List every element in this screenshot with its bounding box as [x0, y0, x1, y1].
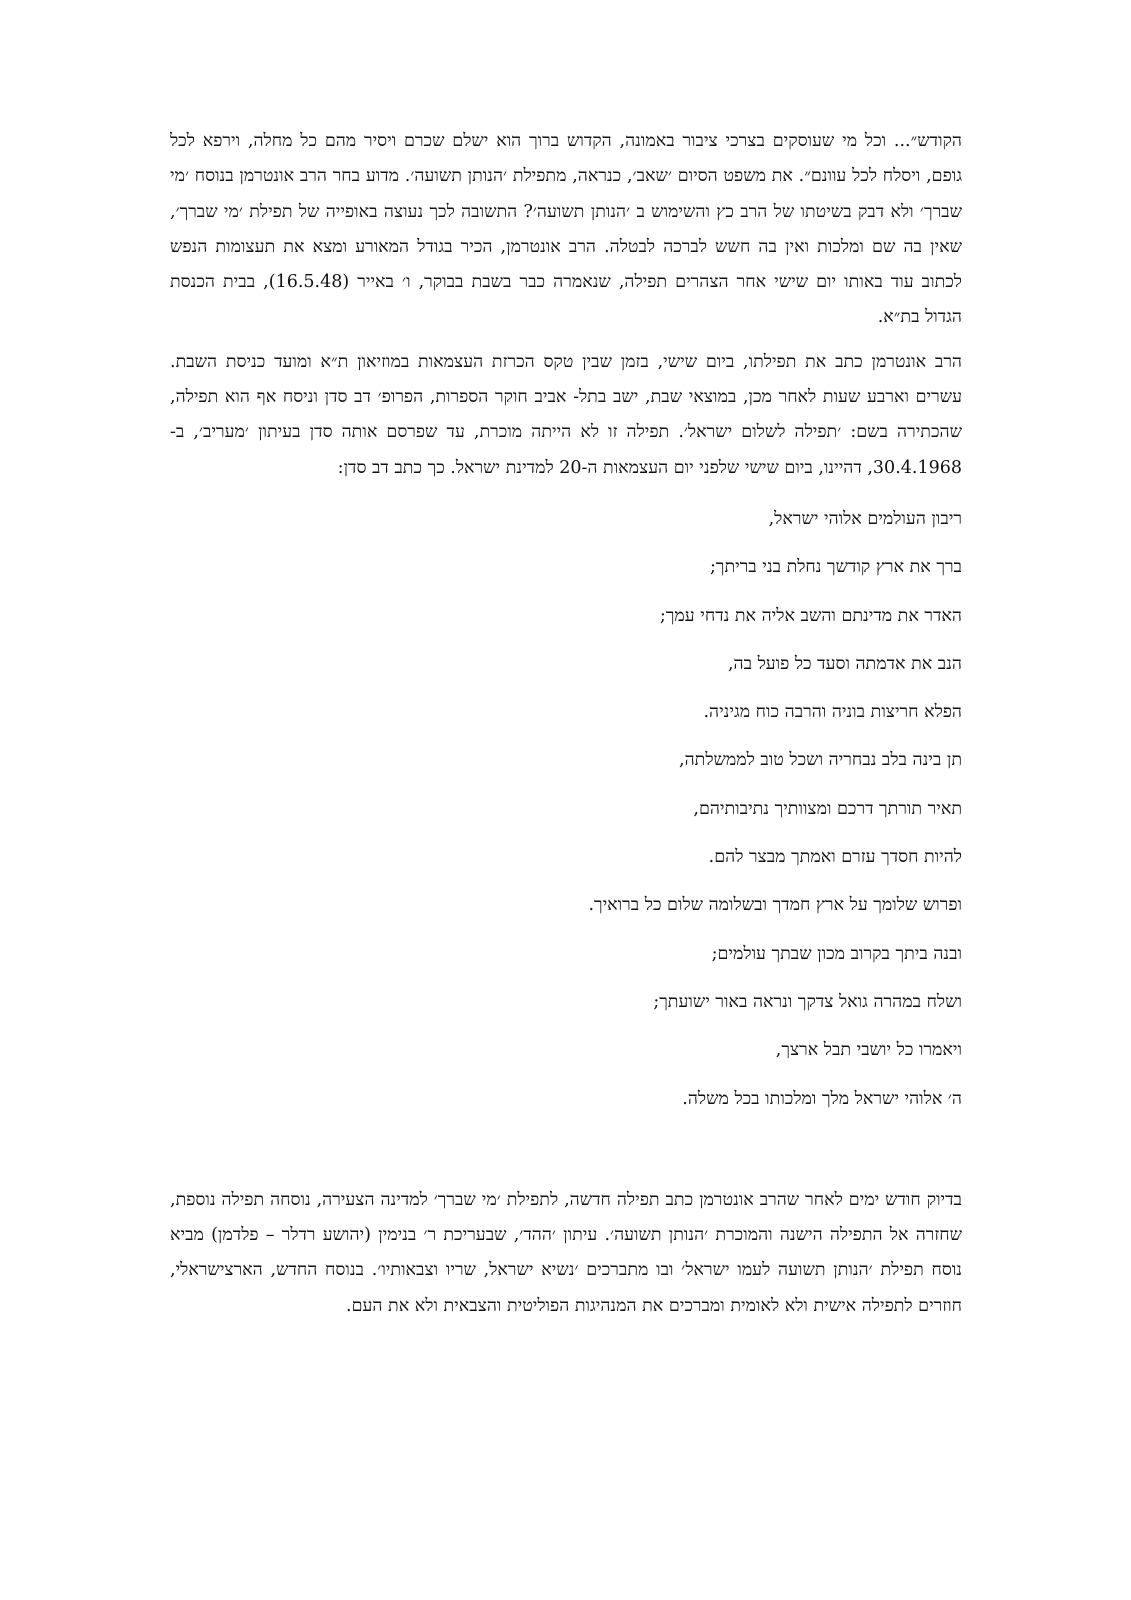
poem-line: ה׳ אלוהי ישראל מלך ומלכותו בכל משלה. — [682, 1088, 962, 1109]
paragraph-opening: הקודש״... וכל מי שעוסקים בצרכי ציבור באמונה, הקדוש ברוך הוא ישלם שכרם ויסיר מהם כל מחלה, וירפא לכל גופם, ויסלח לכל עוונם״. את משפט הסיום ׳שאב׳, כנראה, מתפילת ׳הנותן תשועה׳. מדוע בחר הרב אונטרמן בנוסח ׳מי שברך׳ ולא דבק בשיטתו של הרב כץ והשימוש ב ׳הנותן תשועה׳? התשובה לכך נעוצה באופייה של תפילת ׳מי שברך׳, שאין בה שם ומלכות ואין בה חשש לברכה לבטלה. הרב אונטרמן, הכיר בגודל המאורע ומצא את תעצומות הנפש לכתוב עוד באותו יום שישי אחר הצהרים תפילה, שנאמרה כבר בשבת בבוקר, ו׳ באייר (16.5.48), בבית הכנסת הגדול בת״א. — [170, 131, 962, 328]
poem-line: ושלח במהרה גואל צדקך ונראה באור ישועתך; — [653, 991, 962, 1012]
poem-line: הנב את אדמתה וסעד כל פועל בה, — [727, 653, 962, 674]
poem-line: ויאמרו כל יושבי תבל ארצך, — [775, 1040, 962, 1061]
poem-line: ופרוש שלומך על ארץ חמדך ובשלומה שלום כל ברואיך. — [588, 895, 962, 916]
document-page — [170, 124, 962, 1324]
poem-line: ברך את ארץ קודשך נחלת בני בריתך; — [709, 557, 962, 578]
poem-line: תן בינה בלב נבחריה ושכל טוב לממשלתה, — [679, 750, 962, 771]
poem-line: ובנה ביתך בקרוב מכון שבתך עולמים; — [711, 943, 962, 964]
prayer-poem — [170, 495, 962, 1123]
poem-line: להיות חסדך עזרם ואמתך מבצר להם. — [708, 847, 962, 868]
poem-line: ריבון העולמים אלוהי ישראל, — [768, 508, 962, 529]
poem-line: האדר את מדינתם והשב אליה את נדחי עמך; — [659, 605, 962, 626]
poem-line: הפלא חריצות בוניה והרבה כוח מגיניה. — [703, 702, 962, 723]
paragraph-sadan-intro: הרב אונטרמן כתב את תפילתו, ביום שישי, בזמן שבין טקס הכרזת העצמאות במוזיאון ת״א ומועד כניסת השבת. עשרים וארבע שעות לאחר מכן, במוצאי שבת, ישב בתל- אביב חוקר הספרות, הפרופ׳ דב סדן וניסח אף הוא תפילה, שהכתירה בשם: ׳תפילה לשלום ישראל׳. תפילה זו לא הייתה מוכרת, עד שפרסם אותה סדן בעיתון ׳מעריב׳, ב- 30.4.1968, דהיינו, ביום שישי שלפני יום העצמאות ה-20 למדינת ישראל. כך כתב דב סדן: — [170, 351, 962, 478]
poem-line: תאיר תורתך דרכם ומצוותיך נתיבותיהם, — [693, 798, 962, 819]
paragraph-closing: בדיוק חודש ימים לאחר שהרב אונטרמן כתב תפילה חדשה, לתפילת ׳מי שברך׳ למדינה הצעירה, נוסחה תפילה נוספת, שחזרה אל התפילה הישנה והמוכרת ׳הנותן תשועה׳. עיתון ׳ההד׳, שבעריכת ר׳ בנימין (יהושע רדלר – פלדמן) מביא נוסח תפילת ׳הנותן תשועה לעמו ישראל׳ ובו מתברכים ׳נשיא ישראל, שריו וצבאותיו׳. בנוסח החדש, הארצישראלי, חוזרים לתפילה אישית ולא לאומית ומברכים את המנהיגות הפוליטית והצבאית ולא את העם. — [170, 1189, 962, 1316]
